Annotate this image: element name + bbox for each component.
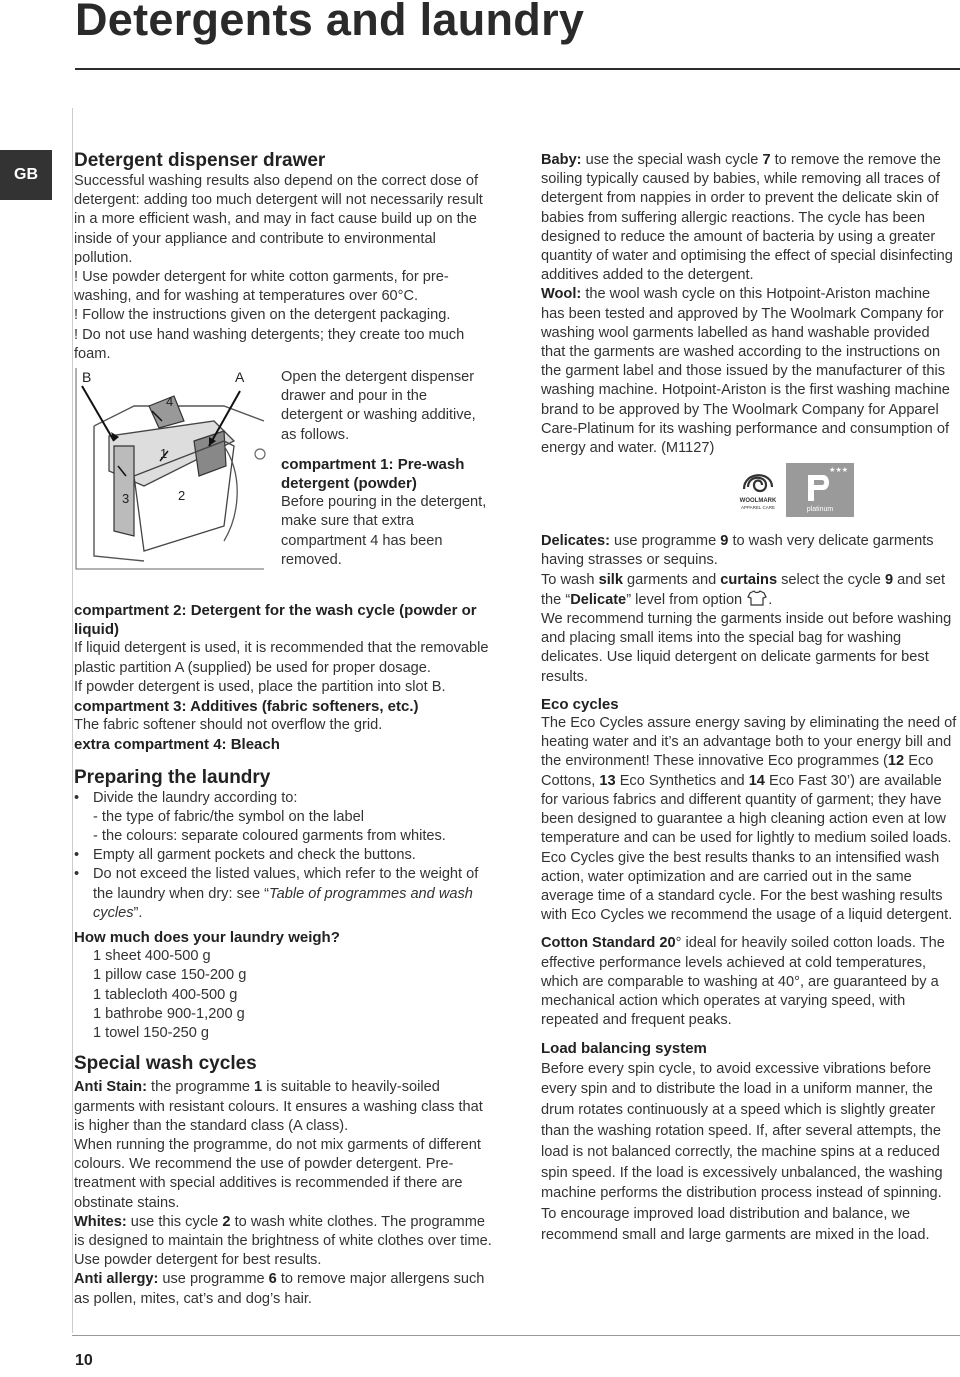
text-run: the wool wash cycle on this Hotpoint-Ariston machine has been tested and approved by The Woolmark Company for washing wool garments labelled as hand washable provided that the garments are washed according to the instructions on the garment label and those issued by the manufacturer of this washing machine. Hotpoint-Ariston is the first washing machine brand to be approved by The Woolmark Company for Apparel Care-Platinum for its washing performance and consumption of energy and water. (M1127) <box>541 286 950 457</box>
page-title: Detergents and laundry <box>75 0 585 45</box>
text-run: garments and <box>622 571 721 588</box>
special-heading: Special wash cycles <box>74 1053 257 1075</box>
weight-item: 1 sheet 400-500 g <box>93 948 211 965</box>
compartment-1-text: Before pouring in the detergent, make sure that extra compartment 4 has been removed. <box>281 494 487 568</box>
silk-keyword: silk <box>598 571 623 588</box>
delicate-keyword: Delicate <box>570 591 627 608</box>
list-subitem: - the type of fabric/the symbol on the label <box>93 808 364 825</box>
compartment-2-text <box>74 639 494 677</box>
text-run: Empty all garment pockets and check the buttons. <box>93 847 416 864</box>
column-divider <box>72 108 73 1333</box>
eco-heading: Eco cycles <box>541 695 619 713</box>
anti-stain-text <box>74 1078 494 1136</box>
cotton-standard-label: Cotton Standard 20 <box>541 935 676 952</box>
list-item <box>74 865 494 923</box>
woolmark-text: WOOLMARK <box>739 498 777 505</box>
list-subitem: - the colours: separate coloured garments from whites. <box>93 828 446 845</box>
weight-item: 1 towel 150-250 g <box>93 1025 210 1042</box>
language-tab: GB <box>0 150 52 200</box>
platinum-stars: ★★★ <box>829 466 848 475</box>
text-run: The Eco Cycles assure energy saving by eliminating the need of heating water and it’s an advantage both to your energy bill and the environment! These innovative Eco programmes ( <box>541 715 957 770</box>
delicates-text-3: We recommend turning the garments inside out before washing and placing small items into the special bag for washing delicates. Use liquid detergent on delicate garments for best results. <box>541 611 952 685</box>
dispenser-heading: Detergent dispenser drawer <box>74 150 326 171</box>
list-item <box>74 846 494 865</box>
eco-text <box>541 714 957 925</box>
weight-item: 1 bathrobe 900-1,200 g <box>93 1005 245 1022</box>
dispenser-note: ! Use powder detergent for white cotton garments, for pre-washing, and for washing at temperatures over 60°C. <box>74 269 449 305</box>
text-run: to remove the remove the soiling typically caused by babies, while removing all traces of detergent from nappies in order to prevent the delicate skin of babies from suffering allergic reactions. The cycle has been designed to reduce the amount of bacteria by using a greater quantity of water and optimising the effect of special disinfecting additives added to the detergent. <box>541 152 953 284</box>
text-run: . <box>441 678 446 695</box>
text-run: If liquid detergent is used, it is recommended that the removable plastic partition <box>74 640 489 676</box>
text-run: Do not exceed the listed values, which refer to the weight of the laundry when dry: see “ <box>93 866 479 902</box>
delicates-text-2 <box>541 571 957 610</box>
allergy-label: Anti allergy: <box>74 1271 159 1288</box>
curtains-keyword: curtains <box>720 571 778 588</box>
compartment-4-heading: extra compartment 4: Bleach <box>74 736 280 754</box>
text-run: ° ideal for heavily soiled cotton loads. The effective performance levels achieved at cold temperatures, which are comparable to washing at 40°, are guaranteed by a mechanical action which operates at varying speed, with repeated and frequent peaks. <box>541 935 945 1029</box>
delicates-text <box>541 532 957 570</box>
text-run: select the cycle <box>777 571 885 588</box>
text-run: ”. <box>133 904 143 921</box>
load-text: Before every spin cycle, to avoid excessive vibrations before every spin and to distribute the load in a uniform manner, the drum rotates continuously at a speed which is slightly greater than the washing rotation speed. If, after several attempts, the load is not balanced correctly, the machine spins at a reduced spin speed. If the load is excessively unbalanced, the washing machine performs the distribution process instead of spinning. To encourage improved load distribution and balance, we recommend small and large garments are mixed in the load. <box>541 1060 943 1243</box>
text-run: ” level from option <box>626 591 747 608</box>
programme-number: 9 <box>884 571 894 588</box>
figure-label-b: B <box>82 369 92 386</box>
figure-label-2: 2 <box>178 488 186 504</box>
dispenser-note: ! Do not use hand washing detergents; they create too much foam. <box>74 326 465 362</box>
text-run: use programme <box>609 533 721 550</box>
woolmark-platinum-logo <box>734 463 854 517</box>
list-item <box>74 789 494 808</box>
compartment-2-heading: compartment 2: Detergent for the wash cycle (powder or liquid) <box>74 602 477 639</box>
whites-label: Whites: <box>74 1213 127 1230</box>
text-run: If powder detergent is used, place the partition into slot <box>74 678 432 695</box>
dispenser-note: ! Follow the instructions given on the detergent packaging. <box>74 307 451 324</box>
cotton-standard-text <box>541 934 957 1030</box>
partition-a-ref: A <box>174 659 184 676</box>
slot-b-ref: B <box>431 678 442 695</box>
anti-stain-text-2: When running the programme, do not mix garments of different colours. We recommend the use of powder detergent. Pre-treatment with special additives is recommended if there are obstinate stains. <box>74 1136 481 1211</box>
right-column <box>541 151 957 1246</box>
delicates-label: Delicates: <box>541 533 610 550</box>
dispenser-drawer-illustration <box>74 366 270 571</box>
allergy-text <box>74 1270 494 1308</box>
open-drawer-text: Open the detergent dispenser drawer and pour in the detergent or washing additive, as follows. <box>281 369 476 443</box>
programme-number: 1 <box>254 1079 263 1096</box>
compartment-1-heading: compartment 1: Pre-wash detergent (powder) <box>281 455 465 493</box>
page-number: 10 <box>75 1352 93 1369</box>
text-run: Eco Fast 30’) are available for various fabrics and different quantity of garment; they have been designed to guarantee a high cleaning action even at low temperature and can be used for lightly to medium soiled loads. Eco Cycles give the best results thanks to an intensified wash action, water optimization and are carried out in the same average time of a standard cycle. For the best washing results with Eco Cycles we recommend the usage of a liquid detergent. <box>541 772 953 924</box>
figure-label-a: A <box>235 369 245 386</box>
load-heading: Load balancing system <box>541 1040 707 1058</box>
programme-number: 7 <box>762 152 771 168</box>
text-run: use the special wash cycle <box>581 152 763 168</box>
figure-side-text <box>281 368 491 570</box>
programme-number: 12 <box>887 753 905 770</box>
title-divider <box>75 68 960 70</box>
figure-label-4: 4 <box>166 394 174 410</box>
weight-item: 1 tablecloth 400-500 g <box>93 986 238 1003</box>
logo-row <box>541 458 957 518</box>
footer-divider <box>72 1335 960 1336</box>
weigh-heading: How much does your laundry weigh? <box>74 929 340 947</box>
compartment-3-heading: compartment 3: Additives (fabric softeners, etc.) <box>74 698 419 716</box>
text-run: is suitable to heavily-soiled garments with resistant colours. It ensures a washing class that is higher than the standard class (A class). <box>74 1079 483 1134</box>
text-run: to remove major allergens such as pollen, mites, cat’s and dog’s hair. <box>74 1271 485 1307</box>
text-run: use this cycle <box>126 1213 223 1230</box>
programme-number: 14 <box>748 772 765 789</box>
compartment-3-text: The fabric softener should not overflow the grid. <box>74 717 383 734</box>
anti-stain-label: Anti Stain: <box>74 1079 147 1096</box>
programme-number: 6 <box>268 1271 277 1288</box>
weight-item: 1 pillow case 150-200 g <box>93 967 247 984</box>
text-run: to wash very delicate garments having strasses or sequins. <box>541 533 934 569</box>
table-reference: Table of programmes and wash cycles <box>93 885 473 921</box>
weights-list <box>74 947 494 1043</box>
preparing-list <box>74 789 494 808</box>
programme-number: 9 <box>720 533 729 550</box>
text-run: Eco Cottons, <box>541 753 934 789</box>
text-run: to wash white clothes. The programme is designed to maintain the brightness of white clothes over time. Use powder detergent for best results. <box>74 1213 492 1269</box>
wool-text <box>541 285 957 458</box>
garment-option-icon <box>746 590 768 606</box>
dispenser-intro: Successful washing results also depend on the correct dose of detergent: adding too much detergent will not necessarily result in a more efficient wash, and may in fact cause build up on the inside of your appliance and contribute to environmental pollution. <box>74 173 483 266</box>
baby-label: Baby: <box>541 152 582 168</box>
figure-label-1: 1 <box>160 446 168 462</box>
platinum-label: platinum <box>806 506 834 514</box>
text-run: and set the “ <box>541 571 946 608</box>
text-run: To wash <box>541 571 599 588</box>
text-run: . <box>768 591 773 608</box>
whites-text <box>74 1213 494 1271</box>
baby-text <box>541 151 957 285</box>
programme-number: 13 <box>599 772 616 789</box>
apparel-care-text: APPAREL CARE <box>740 505 776 511</box>
text-run: the programme <box>146 1079 255 1096</box>
compartment-2-text <box>74 678 494 697</box>
dispenser-figure-block <box>74 366 494 601</box>
preparing-list <box>74 846 494 923</box>
text-run: use programme <box>158 1271 269 1288</box>
text-run: (supplied) be used for proper dosage. <box>183 659 431 676</box>
text-run: Divide the laundry according to: <box>93 789 298 806</box>
preparing-heading: Preparing the laundry <box>74 766 271 788</box>
left-column <box>74 150 494 1309</box>
figure-label-3: 3 <box>122 491 130 507</box>
text-run: Eco Synthetics and <box>615 772 749 789</box>
programme-number: 2 <box>222 1213 231 1230</box>
wool-label: Wool: <box>541 286 582 303</box>
